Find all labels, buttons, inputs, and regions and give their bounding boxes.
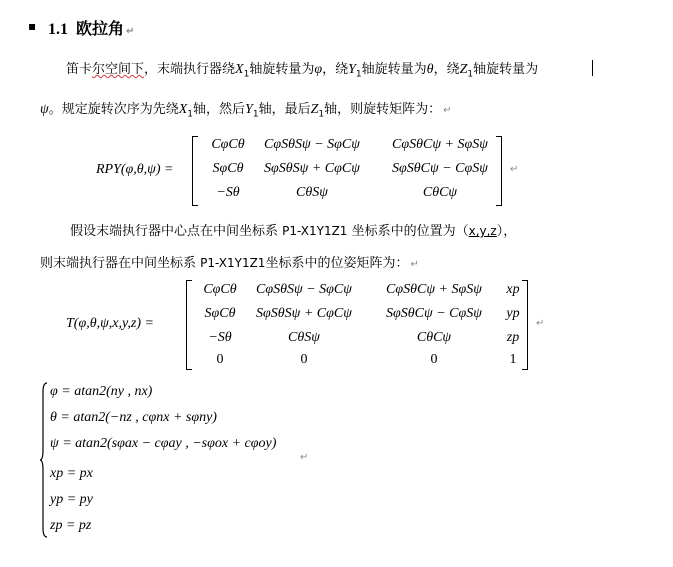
rpy-cell-r2c2: SφSθSψ + CφCψ bbox=[264, 161, 360, 176]
t-cell-r4c1: 0 bbox=[216, 352, 224, 367]
symbol-theta: θ bbox=[426, 62, 434, 77]
paragraph-1-line-2[interactable] bbox=[40, 98, 452, 120]
text-run: 则末端执行器在中间坐标系 bbox=[40, 256, 197, 271]
text-run: 轴，然后 bbox=[193, 102, 246, 117]
t-cell-r1c4: xp bbox=[506, 282, 520, 297]
subscript: 1 bbox=[355, 69, 362, 80]
tmat-lhs: T(φ,θ,ψ,x,y,z) = bbox=[66, 316, 154, 331]
equation-line: zp = pz bbox=[50, 518, 92, 533]
rpy-cell-r3c3: CθCψ bbox=[422, 185, 458, 200]
text-cursor bbox=[592, 60, 593, 76]
t-cell-r3c4: zp bbox=[506, 330, 520, 345]
paragraph-mark-icon: ↵ bbox=[126, 26, 135, 37]
equation-line: ψ = atan2(sφax − cφay , −sφox + cφoy) bbox=[50, 436, 277, 451]
left-brace-icon bbox=[40, 382, 48, 538]
text-run: 轴旋转量为 bbox=[473, 62, 539, 77]
frame-label: P1-X1Y1Z1 bbox=[200, 256, 266, 270]
t-cell-r2c3: SφSθCψ − CφSψ bbox=[386, 306, 482, 321]
paragraph-mark-icon: ↵ bbox=[510, 164, 519, 175]
text-run: 坐标系中的位姿矩阵为： bbox=[265, 256, 409, 271]
section-title: 欧拉角 bbox=[76, 19, 125, 38]
paragraph-2-line-1[interactable] bbox=[70, 220, 516, 239]
text-run: 轴旋转量为 bbox=[249, 62, 315, 77]
subscript: 1 bbox=[318, 109, 325, 120]
subscript: 1 bbox=[243, 69, 250, 80]
paragraph-1-line-1[interactable] bbox=[66, 58, 538, 80]
rpy-cell-r3c2: CθSψ bbox=[296, 185, 328, 200]
t-cell-r3c2: CθSψ bbox=[288, 330, 320, 345]
t-cell-r3c3: CθCψ bbox=[416, 330, 452, 345]
frame-label: P1-X1Y1Z1 bbox=[282, 224, 348, 238]
subscript: 1 bbox=[467, 69, 474, 80]
list-bullet: ▪ bbox=[28, 19, 37, 33]
position-xyz: x,y,z bbox=[468, 224, 497, 238]
paragraph-mark-icon: ↵ bbox=[443, 105, 452, 116]
symbol-x1: X bbox=[178, 102, 188, 117]
rpy-cell-r1c2: CφSθSψ − SφCψ bbox=[264, 137, 360, 152]
paragraph-mark-icon: ↵ bbox=[536, 318, 545, 329]
equation-line: xp = px bbox=[50, 466, 93, 481]
text-run: 。规定旋转次序为先绕 bbox=[48, 102, 179, 117]
text-run: ）， bbox=[496, 224, 517, 239]
t-cell-r4c4: 1 bbox=[509, 352, 517, 367]
t-cell-r2c2: SφSθSψ + CφCψ bbox=[256, 306, 352, 321]
text-run: 轴，则旋转矩阵为： bbox=[324, 102, 442, 117]
equation-line: yp = py bbox=[50, 492, 93, 507]
rpy-cell-r2c3: SφSθCψ − CφSψ bbox=[392, 161, 488, 176]
section-heading[interactable] bbox=[48, 16, 134, 39]
symbol-y1: Y bbox=[245, 102, 253, 117]
text-run: 坐标系中的位置为（ bbox=[351, 224, 469, 239]
symbol-y1: Y bbox=[348, 62, 356, 77]
section-number: 1.1 bbox=[48, 21, 68, 38]
paragraph-2-line-2[interactable] bbox=[40, 252, 419, 271]
paragraph-mark-icon: ↵ bbox=[300, 452, 309, 463]
symbol-x1: X bbox=[235, 62, 244, 77]
symbol-z1: Z bbox=[310, 102, 319, 117]
symbol-z1: Z bbox=[459, 62, 468, 77]
text-run: 笛卡 bbox=[66, 62, 93, 77]
text-run: ，绕 bbox=[322, 62, 349, 77]
rpy-cell-r3c1: −Sθ bbox=[216, 185, 240, 200]
t-cell-r1c3: CφSθCψ + SφSψ bbox=[386, 282, 482, 297]
rpy-lhs: RPY(φ,θ,ψ) = bbox=[96, 162, 174, 177]
t-cell-r4c3: 0 bbox=[430, 352, 438, 367]
text-run: 轴，最后 bbox=[258, 102, 311, 117]
t-cell-r2c1: SφCθ bbox=[204, 306, 236, 321]
subscript: 1 bbox=[252, 109, 259, 120]
rpy-cell-r1c1: CφCθ bbox=[211, 137, 245, 152]
t-cell-r1c1: CφCθ bbox=[203, 282, 237, 297]
t-cell-r3c1: −Sθ bbox=[208, 330, 232, 345]
equation-line: φ = atan2(ny , nx) bbox=[50, 384, 153, 399]
symbol-psi: ψ bbox=[40, 102, 49, 117]
t-cell-r2c4: yp bbox=[506, 306, 520, 321]
spellcheck-text: 尔空间下 bbox=[92, 62, 145, 77]
paragraph-mark-icon: ↵ bbox=[410, 259, 419, 270]
text-run: 假设末端执行器中心点在中间坐标系 bbox=[70, 224, 279, 239]
text-run: ，末端执行器绕 bbox=[144, 62, 236, 77]
t-cell-r1c2: CφSθSψ − SφCψ bbox=[256, 282, 352, 297]
subscript: 1 bbox=[187, 109, 194, 120]
text-run: 轴旋转量为 bbox=[361, 62, 427, 77]
symbol-phi: φ bbox=[314, 62, 323, 77]
rpy-cell-r1c3: CφSθCψ + SφSψ bbox=[392, 137, 488, 152]
text-run: ，绕 bbox=[433, 62, 460, 77]
t-cell-r4c2: 0 bbox=[300, 352, 308, 367]
rpy-cell-r2c1: SφCθ bbox=[212, 161, 244, 176]
equation-line: θ = atan2(−nz , cφnx + sφny) bbox=[50, 410, 217, 425]
